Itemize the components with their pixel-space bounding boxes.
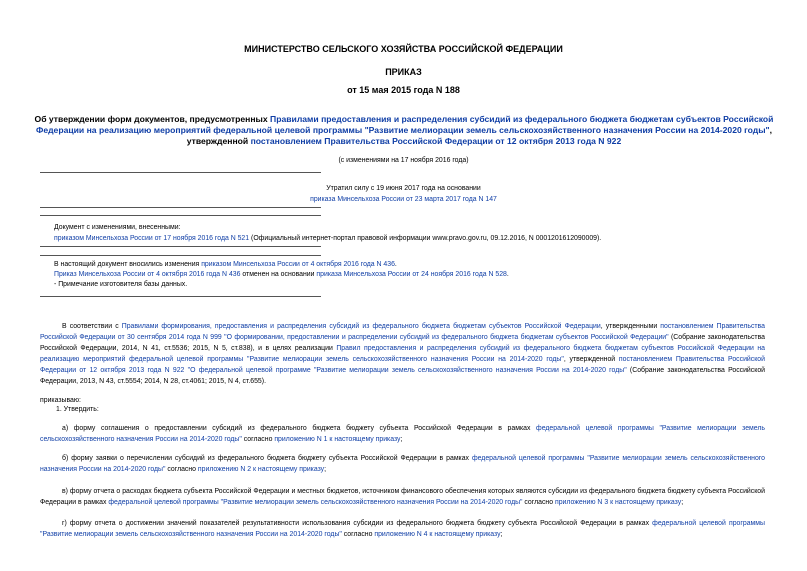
item-text: согласно [522,499,555,506]
item-text: г) форму отчета о достижении значений показателей результативности использования субсидии из федерального бюджета бюджету субъекта Российской Федерации в рамках [62,520,653,527]
resolution-922-link[interactable]: постановлением Правительства Российской Федерации от 12 октября 2013 года N 922 [250,136,622,146]
appendix-2-link[interactable]: приложению N 2 к настоящему приказу [197,466,325,473]
item-text: а) форму соглашения о предоставлении субсидий из федерального бюджета бюджету субъекта Российской Федерации в рамках [62,425,537,432]
appendix-1-link[interactable]: приложению N 1 к настоящему приказу [274,436,401,443]
item-a-paragraph [40,423,765,445]
item-text: согласно [241,436,275,443]
program-link[interactable]: федеральной целевой программы "Развитие мелиорации земель сельскохозяйственного назначения России на 2014-2020 годы" [108,499,523,506]
ministry-heading: МИНИСТЕРСТВО СЕЛЬСКОГО ХОЗЯЙСТВА РОССИЙСКОЙ ФЕДЕРАЦИИ [244,44,563,54]
cancellation-line [54,270,774,280]
order-436-link[interactable]: Приказ Минсельхоза России от 4 октября 2016 года N 436 [54,271,241,278]
preamble-text: , утвержденной [563,356,619,363]
divider [40,255,321,256]
changes-history-line [54,260,774,270]
rules-999-link[interactable]: Правилами формирования, предоставления и распределения субсидий из федерального бюджета бюджетам субъектов Российской Федерации [121,323,601,330]
item-text: ; [681,499,684,506]
item-text: ; [400,436,403,443]
preamble-text: (Собрание законодательства Российской Федерации, 2013, N 43, ст.5554; 2014, N 28, ст.4061; 2015, N 4, ст.655). [40,367,766,385]
program-link[interactable]: федеральной целевой программы "Развитие мелиорации земель сельскохозяйственного назначения России на 2014-2020 годы" [40,520,765,538]
note-text: . [394,261,397,268]
document-date: от 15 мая 2015 года N 188 [347,85,460,95]
program-link[interactable]: федеральной целевой программы "Развитие мелиорации земель сельскохозяйственного назначения России на 2014-2020 годы" [40,455,765,473]
changes-note: (с изменениями на 17 ноября 2016 года) [338,157,469,164]
amendments-intro: Документ с изменениями, внесенными: [54,224,181,231]
preamble-text: В соответствии с [62,323,122,330]
item-text: б) форму заявки о перечислении субсидий из федерального бюджета бюджету субъекта Российской Федерации в рамках [62,455,472,462]
resolution-999-link[interactable]: постановлением Правительства Российской Федерации от 30 сентября 2014 года N 999 "О формировании, предоставлении и распределении субсидий из федерального бюджета бюджетам субъектов Российской Федерации" [40,323,765,341]
divider [40,215,321,216]
item-text: согласно [341,531,375,538]
note-text: В настоящий документ вносились изменения [54,261,202,268]
amendments-source: (Официальный интернет-портал правовой информации www.pravo.gov.ru, 09.12.2016, N 0001201612090009). [249,235,602,242]
order-528-link[interactable]: приказа Минсельхоза России от 24 ноября 2016 года N 528 [316,271,507,278]
order-521-link[interactable]: приказом Минсельхоза России от 17 ноября 2016 года N 521 [54,235,250,242]
item-text: ; [500,531,503,538]
amendments-line [54,234,774,244]
rules-link[interactable]: Правилами предоставления и распределения субсидий из федерального бюджета бюджетам субъектов Российской Федерации на реализацию мероприятий федеральной целевой программы "Развитие мелиорации земель сельскохозяйственного назначения России на 2014-2020 годы" [35,114,774,135]
item-text: ; [324,466,327,473]
divider [40,207,321,208]
program-link[interactable]: федеральной целевой программы "Развитие мелиорации земель сельскохозяйственного назначения России на 2014-2020 годы" [40,425,765,443]
order-436-link[interactable]: приказом Минсельхоза России от 4 октября 2016 года N 436 [201,261,395,268]
item-c-paragraph [40,486,765,508]
item-text: в) форму отчета о расходах бюджета субъекта Российской Федерации и местных бюджетов, источником финансового обеспечения которых являются субсидии из федерального бюджета бюджету субъекта Российской Федерации в рамках [40,488,765,506]
note-text: отменен на основании [240,271,317,278]
order-word: приказываю: [40,397,81,404]
note-text: . [506,271,509,278]
title-text: , утвержденной [186,125,773,146]
database-note: - Примечание изготовителя базы данных. [54,281,188,288]
lost-force-text: Утратил силу с 19 июня 2017 года на основании [326,185,481,192]
appendix-4-link[interactable]: приложению N 4 к настоящему приказу [374,531,501,538]
document-title [34,114,774,147]
rules-922-link[interactable]: Правил предоставления и распределения субсидий из федерального бюджета бюджетам субъектов Российской Федерации на реализацию мероприятий федеральной целевой программы "Развитие мелиорации земель сельскохозяйственного назначения России на 2014-2020 годы" [40,345,765,363]
divider [40,246,321,247]
preamble-text: (Собрание законодательства Российской Федерации, 2014, N 41, ст.5536; 2015, N 5, ст.838), и в целях реализации [40,334,765,352]
divider [40,296,321,297]
resolution-922-link[interactable]: постановлением Правительства Российской Федерации от 12 октября 2013 года N 922 "О федеральной целевой программе "Развитие мелиорации земель сельскохозяйственного назначения России на 2014-2020 годы" [40,356,765,374]
item-text: согласно [165,466,198,473]
item-b-paragraph [40,453,765,475]
appendix-3-link[interactable]: приложению N 3 к настоящему приказу [554,499,682,506]
preamble-paragraph [40,321,765,387]
title-text: Об утверждении форм документов, предусмотренных [34,114,271,124]
divider [40,172,321,173]
item-d-paragraph [40,518,765,540]
order-147-link[interactable]: приказа Минсельхоза России от 23 марта 2017 года N 147 [310,196,497,203]
document-type: ПРИКАЗ [385,67,422,77]
preamble-text: , утвержденными [600,323,661,330]
approve-clause: 1. Утвердить: [56,406,99,413]
